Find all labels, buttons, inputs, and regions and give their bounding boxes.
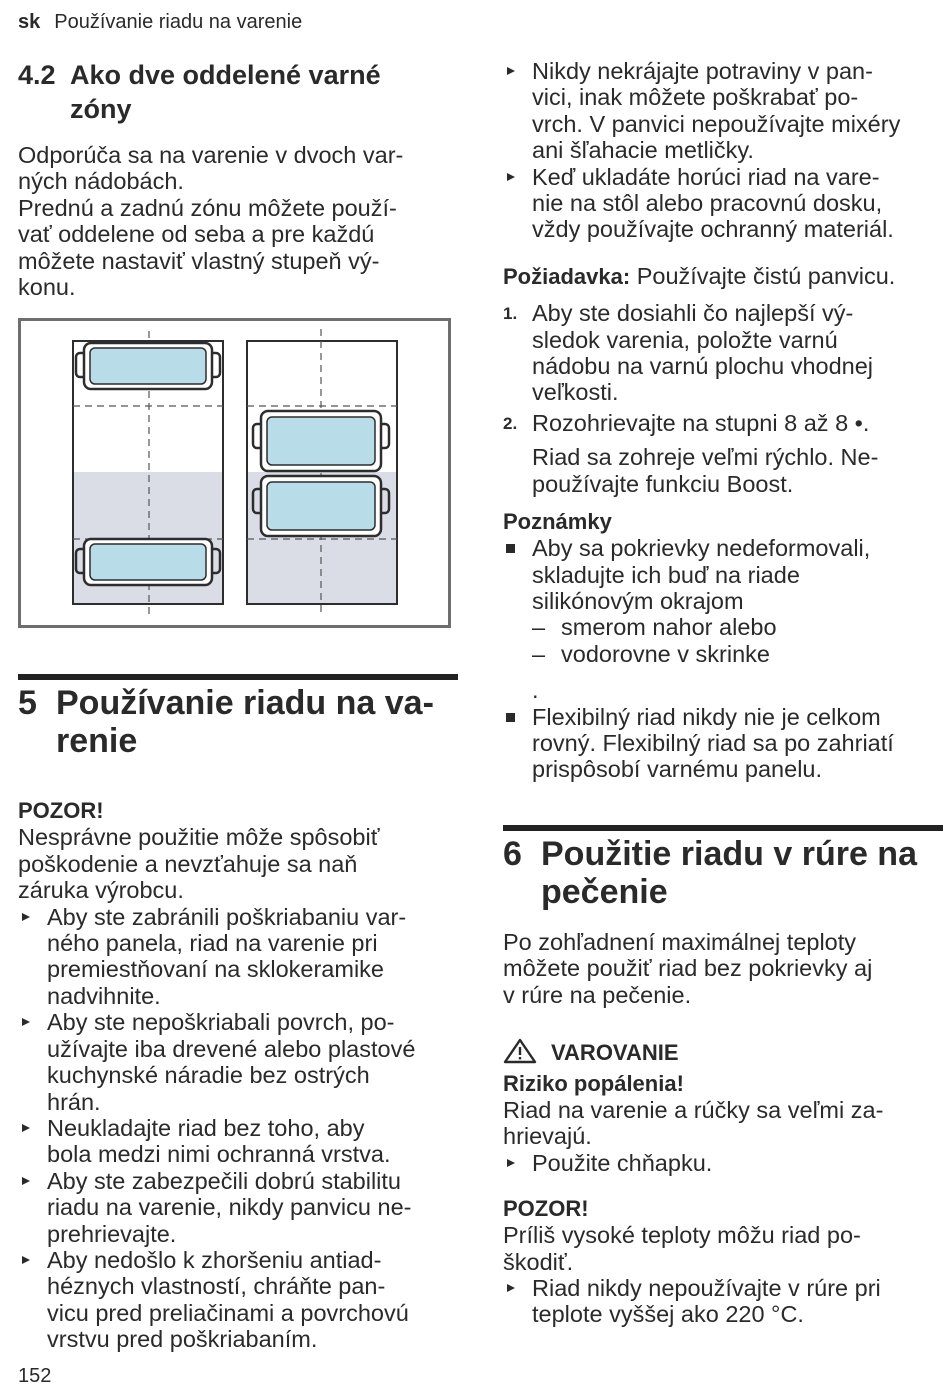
left-column [18,58,458,1353]
warning-label: VAROVANIE [551,1039,679,1065]
text-line: kuchynské náradie bez ostrých [47,1062,370,1089]
text-line: nie na stôl alebo pracovnú dosku, [532,190,883,217]
paragraph [18,142,458,300]
warning-title: Riziko popálenia! [503,1070,684,1096]
notes-list [503,535,943,614]
requirement [503,263,943,290]
text-line: konu. [18,274,76,301]
warning-header [503,1038,943,1071]
cooking-zones-figure [18,318,451,628]
text-line: premiestňovaní na sklokeramike [47,956,384,983]
requirement-label: Požiadavka: [503,263,631,289]
text-line: riadu na varenie, nikdy panvicu ne- [47,1194,412,1221]
list-item [18,904,458,1010]
text-line: záruka výrobcu. [18,877,184,904]
notes-label: Poznámky [503,509,612,535]
text-line: bola medzi nimi ochranná vrstva. [47,1141,391,1168]
text-line: nadvihnite. [47,982,161,1009]
list-item: – smerom nahor alebo [532,614,943,640]
heading-line: Použitie riadu v rúre na [541,834,917,873]
section-5-heading [18,674,458,760]
list-item [503,535,943,614]
step-note [503,444,943,497]
text-line: Nikdy nekrájajte potraviny v pan- [532,58,873,84]
text-line: veľkosti. [532,379,619,406]
text-line: hrievajú. [503,1123,592,1150]
heading-line: Používanie riadu na va- [56,684,434,723]
list-item [503,1275,943,1328]
caution-bullet-list [503,1275,943,1328]
list-item [503,704,943,783]
caution-text [503,1222,943,1275]
text-line: Flexibilný riad nikdy nie je celkom [532,703,881,730]
heading-line: pečenie [541,872,668,911]
list-item: Použite chňapku. [503,1150,943,1176]
step-item [503,300,943,406]
text-line: teplote vyššej ako 220 °C. [532,1301,804,1328]
warning-text [503,1097,943,1150]
text-line: Riad nikdy nepoužívajte v rúre pri [532,1275,881,1301]
text-line: môžete nastaviť vlastný stupeň vý- [18,247,380,274]
text-line: ani šľahacie metličky. [532,137,754,164]
text-line: Prednú a zadnú zónu môžete použí- [18,194,397,221]
heading-line: zóny [70,94,132,124]
paragraph [503,929,943,1008]
zones-illustration [21,321,448,625]
text-line: ných nádobách. [18,168,184,195]
text-line: hrán. [47,1088,101,1115]
text-line: Nesprávne použitie môže spôsobiť [18,824,380,851]
list-item [503,58,943,164]
section-number: 5 [18,684,37,723]
steps-list [503,300,943,436]
header-title: Používanie riadu na varenie [54,11,303,33]
section-6-heading [503,825,943,911]
section-number: 4.2 [18,60,56,90]
text-line: užívajte iba drevené alebo plastové [47,1035,416,1062]
text-line: ného panela, riad na varenie pri [47,930,378,957]
section-number: 6 [503,834,522,873]
pan-icon [253,476,389,536]
list-item [18,1115,458,1168]
text-line: sledok varenia, položte varnú [532,326,838,353]
pan-icon [76,539,220,585]
text-line: vať oddelene od seba a pre každú [18,221,375,248]
text-line: škodiť. [503,1248,574,1275]
text-line: Aby nedošlo k zhoršeniu antiad- [47,1246,382,1273]
warning-bullet-list [503,1150,943,1176]
text-line: vicu pred preliačinami a povrchovú [47,1299,409,1326]
list-item [503,164,943,243]
page-header [18,9,302,35]
caution-label: POZOR! [18,798,104,824]
text-line: vždy používajte ochranný materiál. [532,216,894,243]
step-item [503,410,943,436]
heading-line: Ako dve oddelené varné [70,60,381,90]
text-line: vrch. V panvici nepoužívajte mixéry [532,110,901,137]
text-line: skladujte ich buď na riade [532,561,800,588]
requirement-text: Používajte čistú panvicu. [630,262,896,289]
step-number: 2. [503,413,518,433]
caution-text [18,824,458,903]
notes-list [503,704,943,783]
text-line: Aby sa pokrievky nedeformovali, [532,535,871,562]
text-line: Aby ste nepoškriabali povrch, po- [47,1009,395,1036]
list-item [18,1247,458,1353]
text-line: Aby ste zabránili poškriabaniu var- [47,903,407,930]
list-item [18,1009,458,1115]
text-line: Aby ste dosiahli čo najlepší vý- [532,300,854,327]
sub-list [503,614,943,667]
text-line: Keď ukladáte horúci riad na vare- [532,163,880,190]
text-line: Aby ste zabezpečili dobrú stabilitu [47,1167,402,1194]
text-line: Riad na varenie a rúčky sa veľmi za- [503,1096,884,1123]
section-4-2-heading [18,58,458,126]
text-line: nádobu na varnú plochu vhodnej [532,353,874,380]
caution-bullet-list [18,904,458,1353]
text-line: rovný. Flexibilný riad sa po zahriatí [532,729,894,756]
heading-line: renie [56,722,138,761]
text-line: Rozohrievajte na stupni 8 až 8 •. [532,409,870,436]
pan-icon [76,343,220,389]
list-item: – vodorovne v skrinke [532,641,943,667]
text-line: Riad sa zohreje veľmi rýchlo. Ne- [532,444,879,471]
text-line: silikónovým okrajom [532,587,744,614]
text-line: poškodenie a nevzťahuje sa naň [18,850,358,877]
warning-triangle-icon [503,1038,537,1071]
right-column [503,58,943,1328]
step-number: 1. [503,304,518,324]
caution-label: POZOR! [503,1196,589,1222]
text-line: Príliš vysoké teploty môžu riad po- [503,1222,861,1249]
text-line: Neukladajte riad bez toho, aby [47,1114,365,1141]
text-line: héznych vlastností, chráňte pan- [47,1273,386,1300]
trailing-period: . [532,677,539,704]
text-line: vrstvu pred poškriabaním. [47,1326,318,1353]
pan-icon [253,411,389,471]
text-line: môžete použiť riad bez pokrievky aj [503,955,873,982]
language-code: sk [18,11,41,33]
text-line: prispôsobí varnému panelu. [532,756,823,783]
text-line: prehrievajte. [47,1220,177,1247]
text-line: Po zohľadnení maximálnej teploty [503,928,857,955]
text-line: vici, inak môžete poškrabať po- [532,84,859,111]
text-line: v rúre na pečenie. [503,981,692,1008]
bullet-list [503,58,943,243]
page-number: 152 [18,1365,52,1387]
list-item [18,1168,458,1247]
text-line: Odporúča sa na varenie v dvoch var- [18,142,404,168]
text-line: používajte funkciu Boost. [532,470,794,497]
